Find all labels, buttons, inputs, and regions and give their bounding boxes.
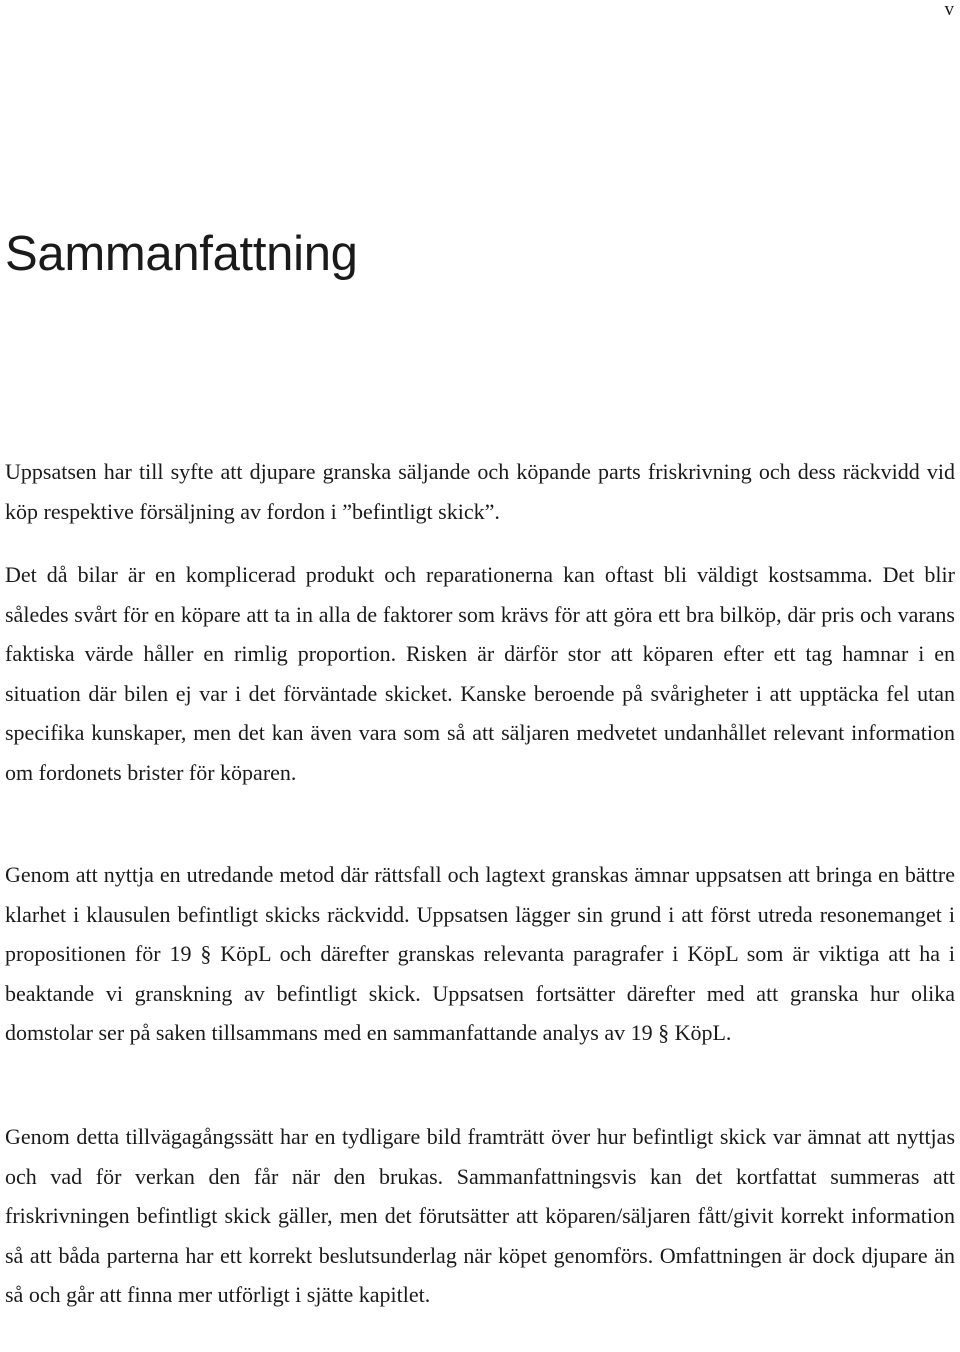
paragraph-method: Genom att nyttja en utredande metod där rättsfall och lagtext granskas ämnar uppsatsen att bringa en bättre klarhet i klausulen befintligt skicks räckvidd. Uppsatsen lägger sin grund i att först utreda resonemanget i propositionen för 19 § KöpL och därefter granskas relevanta paragrafer i KöpL som är viktiga att ha i beaktande vi granskning av befintligt skick. Uppsatsen fortsätter därefter med att granska hur olika domstolar ser på saken tillsammans med en sammanfattande analys av 19 § KöpL. — [5, 862, 955, 1045]
page-number: v — [944, 0, 954, 20]
paragraph-purpose: Uppsatsen har till syfte att djupare granska säljande och köpande parts friskrivning och dess räckvidd vid köp respektive försäljning av fordon i ”befintligt skick”. — [5, 459, 955, 524]
page-title: Sammanfattning — [5, 227, 358, 281]
paragraph-background: Det då bilar är en komplicerad produkt och reparationerna kan oftast bli väldigt kostsamma. Det blir således svårt för en köpare att ta in alla de faktorer som krävs för att göra ett bra bilköp, där pris och varans faktiska värde håller en rimlig proportion. Risken är därför stor att köparen efter ett tag hamnar i en situation där bilen ej var i det förväntade skicket. Kanske beroende på svårigheter i att upptäcka fel utan specifika kunskaper, men det kan även vara som så att säljaren medvetet undanhållet relevant information om fordonets brister för köparen. — [5, 562, 955, 785]
paragraph-conclusion: Genom detta tillvägagångssätt har en tydligare bild framträtt över hur befintligt skick var ämnat att nyttjas och vad för verkan den får när den brukas. Sammanfattningsvis kan det kortfattat summeras att friskrivningen befintligt skick gäller, men det förutsätter att köparen/säljaren fått/givit korrekt information så att båda parterna har ett korrekt beslutsunderlag när köpet genomförs. Omfattningen är dock djupare än så och går att finna mer utförligt i sjätte kapitlet. — [5, 1124, 955, 1307]
